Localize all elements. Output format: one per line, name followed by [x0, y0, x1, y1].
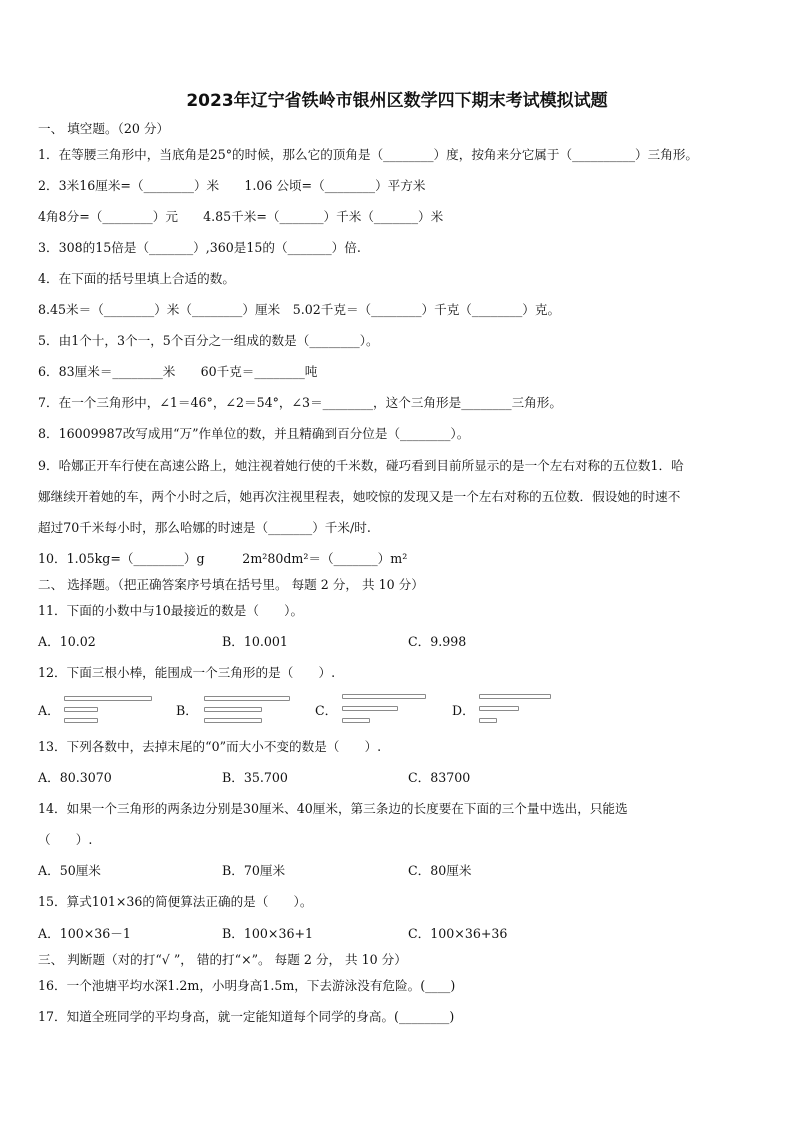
q14-option-a: A．50厘米 [38, 863, 101, 878]
q13-option-b: B．35.700 [222, 770, 288, 785]
question-9-line-3: 超过70千米每小时，那么哈娜的时速是（_______）千米/时. [38, 520, 371, 535]
q12-d-stick-short [479, 718, 497, 723]
q12-option-a: A． [38, 703, 60, 718]
question-2-part-b: 4角8分=（________）元 4.85千米=（_______）千米（_______）米 [38, 209, 444, 224]
question-9-line-1: 9．哈娜正开车行使在高速公路上，她注视着她行使的千米数，碰巧看到目前所显示的是一个左右对称的五位数1．哈 [38, 458, 684, 473]
question-10: 10．1.05kg=（________）g 2m²80dm²＝（_______）m² [38, 551, 408, 566]
question-16: 16．一个池塘平均水深1.2m，小明身高1.5m，下去游泳没有危险。(____) [38, 978, 456, 993]
q12-option-c: C． [315, 703, 338, 718]
q12-c-stick-short [342, 718, 370, 723]
question-14-line-2: （ ）. [38, 832, 93, 847]
question-5: 5．由1个十，3个一，5个百分之一组成的数是（________）。 [38, 333, 379, 348]
section-heading-multiple-choice: 二、 选择题。（把正确答案序号填在括号里。 每题 2 分， 共 10 分） [38, 577, 424, 592]
q11-option-c: C．9.998 [408, 634, 467, 649]
q12-a-stick-medium [64, 707, 98, 712]
q14-option-b: B．70厘米 [222, 863, 286, 878]
q15-option-a: A．100×36－1 [38, 926, 131, 941]
q14-option-c: C．80厘米 [408, 863, 472, 878]
q12-d-stick-long [479, 694, 551, 699]
q12-b-stick-short [204, 718, 262, 723]
question-9-line-2: 娜继续开着她的车，两个小时之后，她再次注视里程表，她咬惊的发现又是一个左右对称的五位数．假设她的时速不 [38, 489, 681, 504]
q12-d-stick-medium [479, 706, 519, 711]
q13-option-a: A．80.3070 [38, 770, 112, 785]
question-4: 4．在下面的括号里填上合适的数。 [38, 271, 235, 286]
question-4-part-b: 8.45米＝（________）米（________）厘米 5.02千克＝（________）千克（________）克。 [38, 302, 561, 317]
question-15: 15．算式101×36的简便算法正确的是（ ）。 [38, 894, 313, 909]
q12-c-stick-medium [342, 706, 398, 711]
question-1: 1．在等腰三角形中，当底角是25°的时候，那么它的顶角是（________）度，按角来分它属于（__________）三角形。 [38, 147, 699, 162]
q15-option-b: B．100×36+1 [222, 926, 314, 941]
q15-option-c: C．100×36+36 [408, 926, 508, 941]
question-7: 7．在一个三角形中，∠1＝46°，∠2＝54°，∠3＝________，这个三角形是________三角形。 [38, 395, 562, 410]
q12-option-b: B． [176, 703, 198, 718]
question-17: 17．知道全班同学的平均身高，就一定能知道每个同学的身高。(________) [38, 1009, 455, 1024]
question-11: 11．下面的小数中与10最接近的数是（ ）。 [38, 603, 304, 618]
question-3: 3．308的15倍是（_______）,360是15的（_______）倍. [38, 240, 361, 255]
q11-option-b: B．10.001 [222, 634, 288, 649]
question-8: 8．16009987改写成用“万”作单位的数，并且精确到百分位是（________）。 [38, 426, 470, 441]
q12-a-stick-short [64, 718, 98, 723]
q12-a-stick-long [64, 696, 152, 701]
section-heading-fill-blank: 一、 填空题。（20 分） [38, 121, 170, 136]
page-title: 2023年辽宁省铁岭市银州区数学四下期末考试模拟试题 [186, 91, 608, 111]
q12-c-stick-long [342, 694, 426, 699]
question-12: 12．下面三根小棒，能围成一个三角形的是（ ）. [38, 665, 336, 680]
question-2: 2．3米16厘米=（________）米 1.06 公顷=（________）平方米 [38, 178, 426, 193]
q12-b-stick-long [204, 696, 290, 701]
question-13: 13．下列各数中，去掉末尾的“0”而大小不变的数是（ ）. [38, 739, 382, 754]
section-heading-true-false: 三、 判断题（对的打“√ ”， 错的打“×”。 每题 2 分， 共 10 分） [38, 952, 407, 967]
q13-option-c: C．83700 [408, 770, 471, 785]
q11-option-a: A．10.02 [38, 634, 96, 649]
question-6: 6．83厘米＝________米 60千克＝________吨 [38, 364, 318, 379]
q12-b-stick-medium [204, 707, 262, 712]
question-14-line-1: 14．如果一个三角形的两条边分别是30厘米、40厘米，第三条边的长度要在下面的三个量中选出，只能选 [38, 801, 628, 816]
q12-option-d: D． [452, 703, 475, 718]
